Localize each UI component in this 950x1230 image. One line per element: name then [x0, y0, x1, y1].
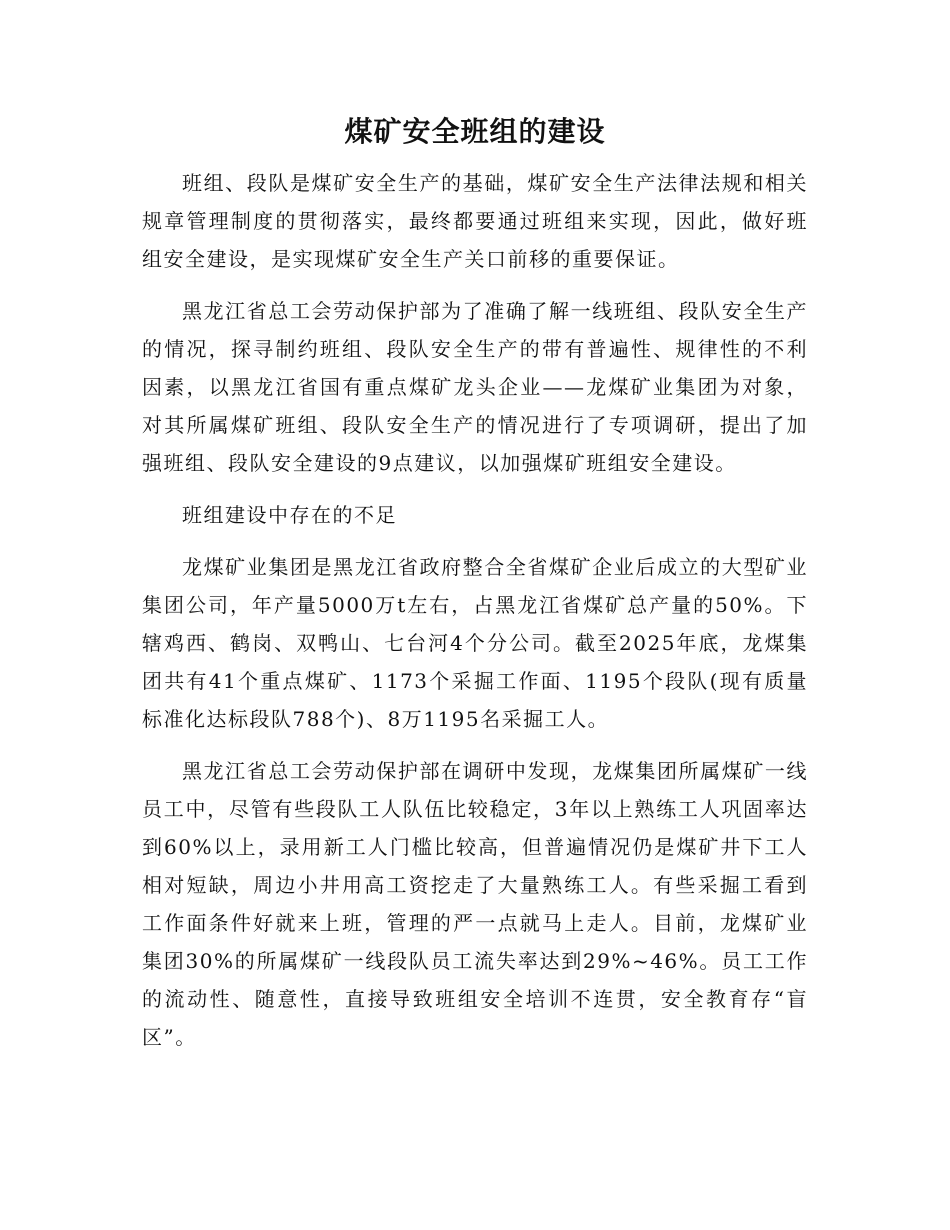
paragraph-survey: 黑龙江省总工会劳动保护部为了准确了解一线班组、段队安全生产的情况，探寻制约班组、段队安全生产的带有普遍性、规律性的不利因素，以黑龙江省国有重点煤矿龙头企业——龙煤矿业集团为对象，对其所属煤矿班组、段队安全生产的情况进行了专项调研，提出了加强班组、段队安全建设的9点建议，以加强煤矿班组安全建设。: [142, 299, 808, 475]
document-body: [142, 164, 808, 1070]
document-title: 煤矿安全班组的建设: [344, 115, 606, 148]
paragraph-findings: 黑龙江省总工会劳动保护部在调研中发现，龙煤集团所属煤矿一线员工中，尽管有些段队工人队伍比较稳定，3年以上熟练工人巩固率达到60%以上，录用新工人门槛比较高，但普遍情况仍是煤矿井下工人相对短缺，周边小井用高工资挖走了大量熟练工人。有些采掘工看到工作面条件好就来上班，管理的严一点就马上走人。目前，龙煤矿业集团30%的所属煤矿一线段队员工流失率达到29%~46%。员工工作的流动性、随意性，直接导致班组安全培训不连贯，安全教育存“盲区”。: [142, 759, 808, 1049]
paragraph-group-overview: 龙煤矿业集团是黑龙江省政府整合全省煤矿企业后成立的大型矿业集团公司，年产量5000万t左右，占黑龙江省煤矿总产量的50%。下辖鸡西、鹤岗、双鸭山、七台河4个分公司。截至2025年底，龙煤集团共有41个重点煤矿、1173个采掘工作面、1195个段队(现有质量标准化达标段队788个)、8万1195名采掘工人。: [142, 555, 808, 731]
paragraph-intro: 班组、段队是煤矿安全生产的基础，煤矿安全生产法律法规和相关规章管理制度的贯彻落实，最终都要通过班组来实现，因此，做好班组安全建设，是实现煤矿安全生产关口前移的重要保证。: [142, 171, 808, 271]
section-heading: 班组建设中存在的不足: [182, 503, 397, 527]
